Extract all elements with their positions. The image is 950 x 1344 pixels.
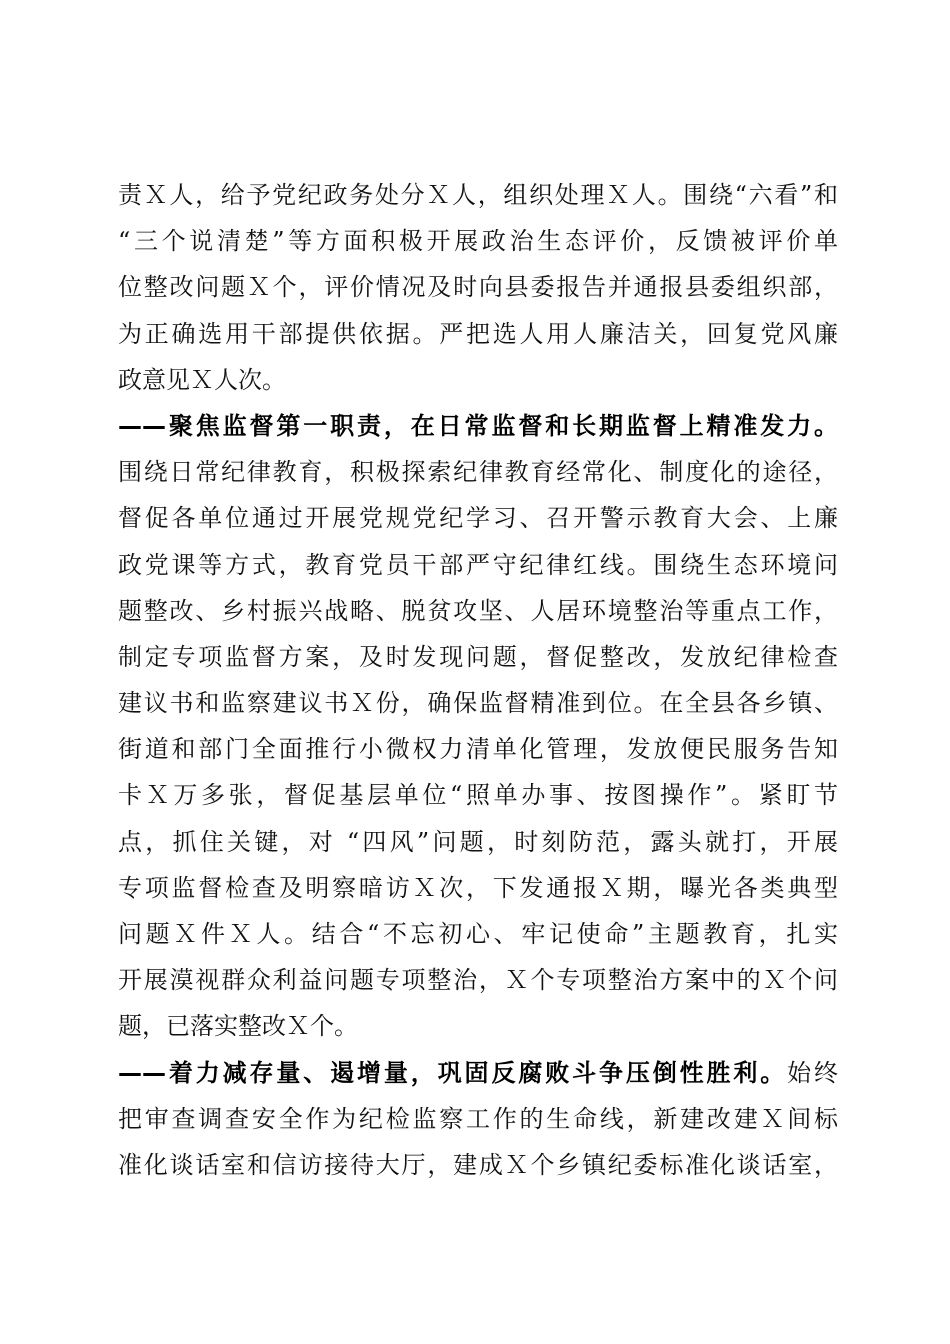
text-line: [118, 634, 838, 680]
line-text: 点，抓住关键，对 “四风”问题，时刻防范，露头就打，开展: [118, 827, 838, 856]
line-text: 街道和部门全面推行小微权力清单化管理，发放便民服务告知: [118, 735, 838, 764]
line-text: 准化谈话室和信访接待大厅，建成Ｘ个乡镇纪委标准化谈话室，: [118, 1150, 838, 1179]
section-heading-line: [118, 1050, 838, 1096]
line-text: 政意见Ｘ人次。: [118, 365, 286, 394]
line-text: 题整改、乡村振兴战略、脱贫攻坚、人居环境整治等重点工作，: [118, 596, 838, 625]
text-line: [118, 819, 838, 865]
text-line: [118, 218, 838, 264]
text-line: [118, 172, 838, 218]
text-line: [118, 865, 838, 911]
text-line: [118, 1096, 838, 1142]
line-text: “三个说清楚”等方面积极开展政治生态评价，反馈被评价单: [118, 227, 838, 256]
line-text: 始终: [787, 1058, 839, 1087]
text-line: [118, 542, 838, 588]
line-text: 开展漠视群众利益问题专项整治，Ｘ个专项整治方案中的Ｘ个问: [118, 966, 838, 995]
text-line: [118, 726, 838, 772]
line-text: 卡Ｘ万多张，督促基层单位“照单办事、按图操作”。紧盯节: [118, 781, 838, 810]
text-line: [118, 1003, 838, 1049]
section-heading: ——聚焦监督第一职责，在日常监督和长期监督上精准发力。: [118, 411, 838, 440]
section-heading-line: [118, 403, 838, 449]
text-line: [118, 957, 838, 1003]
line-text: 政党课等方式，教育党员干部严守纪律红线。围绕生态环境问: [118, 550, 838, 579]
text-line: [118, 588, 838, 634]
line-text: 制定专项监督方案，及时发现问题，督促整改，发放纪律检查: [118, 642, 838, 671]
text-line: [118, 357, 838, 403]
text-line: [118, 772, 838, 818]
line-text: 围绕日常纪律教育，积极探索纪律教育经常化、制度化的途径，: [118, 458, 838, 487]
text-line: [118, 449, 838, 495]
text-line: [118, 1142, 838, 1188]
body-text: [118, 172, 838, 1188]
line-text: 专项监督检查及明察暗访Ｘ次，下发通报Ｘ期，曝光各类典型: [118, 873, 838, 902]
line-text: 把审查调查安全作为纪检监察工作的生命线，新建改建Ｘ间标: [118, 1104, 838, 1133]
line-text: 题，已落实整改Ｘ个。: [118, 1012, 358, 1041]
line-text: 位整改问题Ｘ个，评价情况及时向县委报告并通报县委组织部，: [118, 273, 838, 302]
text-line: [118, 911, 838, 957]
text-line: [118, 311, 838, 357]
text-line: [118, 495, 838, 541]
line-text: 督促各单位通过开展党规党纪学习、召开警示教育大会、上廉: [118, 504, 838, 533]
line-text: 问题Ｘ件Ｘ人。结合“不忘初心、牢记使命”主题教育，扎实: [118, 920, 838, 948]
line-text: 建议书和监察建议书Ｘ份，确保监督精准到位。在全县各乡镇、: [118, 689, 838, 718]
section-heading: ——着力减存量、遏增量，巩固反腐败斗争压倒性胜利。: [118, 1058, 788, 1087]
text-line: [118, 264, 838, 310]
line-text: 为正确选用干部提供依据。严把选人用人廉洁关，回复党风廉: [118, 319, 838, 348]
text-line: [118, 680, 838, 726]
line-text: 责Ｘ人，给予党纪政务处分Ｘ人，组织处理Ｘ人。围绕“六看”和: [118, 181, 838, 209]
